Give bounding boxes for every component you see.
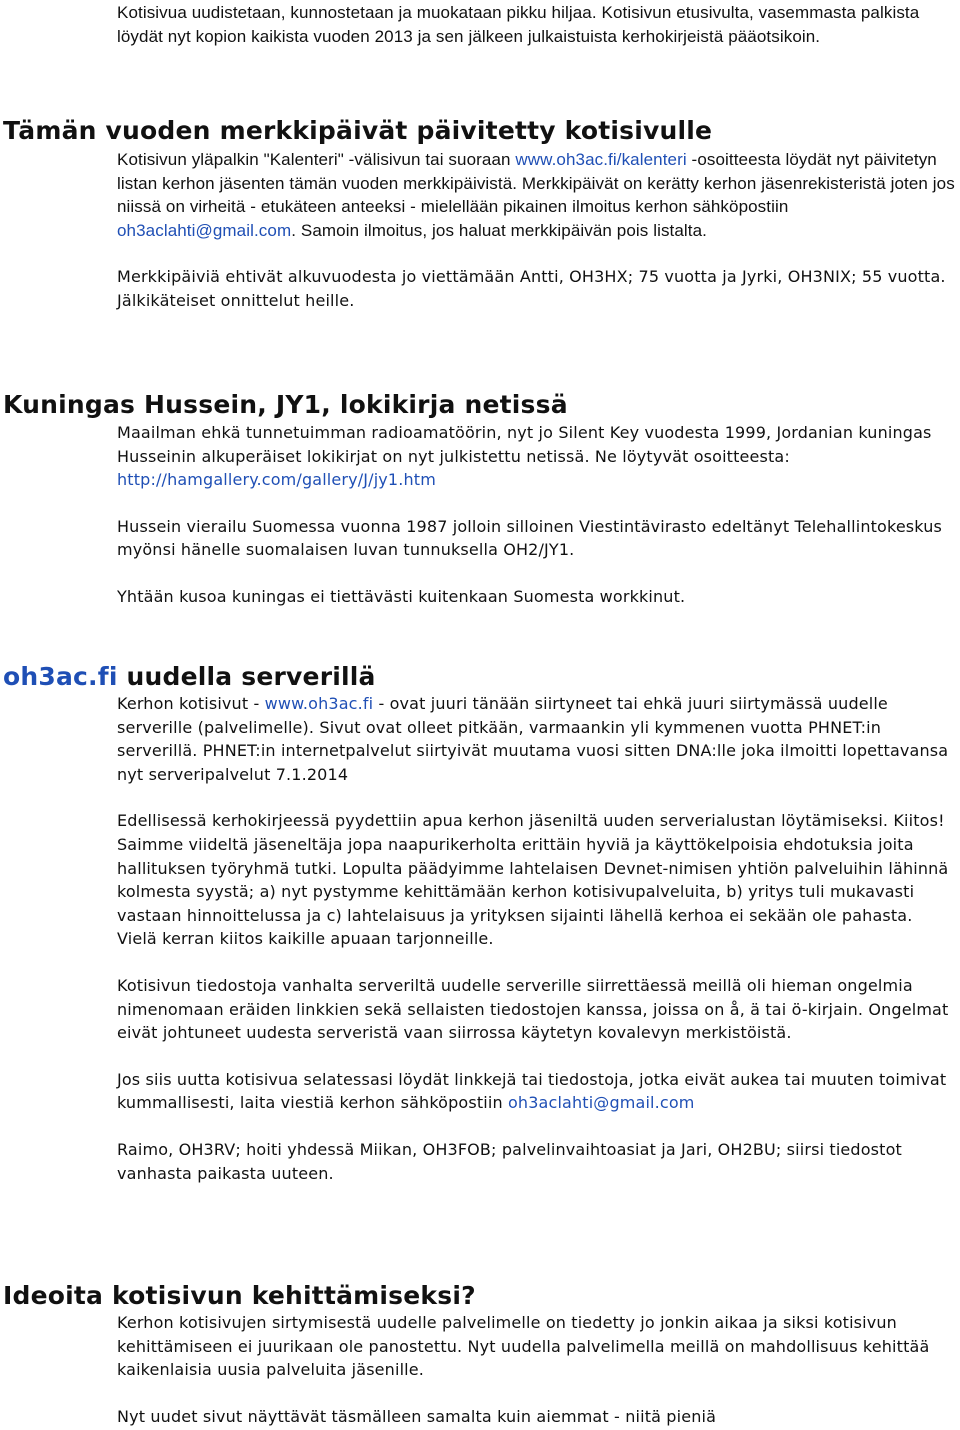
server-title-link[interactable]: oh3ac.fi — [3, 662, 118, 691]
dates-paragraph-1 — [117, 148, 957, 242]
spacer — [117, 1115, 957, 1138]
hussein-paragraph-2: Hussein vierailu Suomessa vuonna 1987 jolloin silloinen Viestintävirasto edeltänyt Telehallintokeskus myönsi hänelle suomalaisen luvan tunnuksella OH2/JY1. — [117, 516, 942, 560]
dates-text-a: Kotisivun yläpalkin "Kalenteri" -välisivun tai suoraan — [117, 150, 516, 169]
section-title-ideas: Ideoita kotisivun kehittämiseksi? — [3, 1281, 476, 1310]
server-text-b: - ovat juuri tänään siirtyneet tai ehkä juuri siirtymässä uudelle serverille (palvelimelle). Sivut ovat olleet pitkään, varmaankin yli kymmenen vuotta PHNET:in serverillä. PHNET:in internetpalvelut siirtyivät muutama vuosi sitten DNA:lle joka ilmoitti lopettavansa nyt serveripalvelut 7.1.2014 — [117, 694, 949, 784]
hussein-paragraph-1 — [117, 421, 957, 492]
server-paragraph-5: Raimo, OH3RV; hoiti yhdessä Miikan, OH3FOB; palvelinvaihtoasiat ja Jari, OH2BU; siirsi tiedostot vanhasta paikasta uuteen. — [117, 1139, 902, 1183]
spacer — [117, 242, 957, 265]
server-paragraph-4 — [117, 1068, 957, 1115]
section-dates-body — [117, 148, 957, 313]
section-title-server — [3, 662, 376, 692]
spacer — [117, 562, 957, 585]
dates-paragraph-2: Merkkipäiviä ehtivät alkuvuodesta jo viettämään Antti, OH3HX; 75 vuotta ja Jyrki, OH3NIX; 55 vuotta. Jälkikäteiset onnittelut heille. — [117, 267, 946, 310]
spacer — [117, 1045, 957, 1068]
server-text-a: Kerhon kotisivut - — [117, 694, 265, 713]
spacer — [117, 492, 957, 515]
server-text-4a: Jos siis uutta kotisivua selatessasi löydät linkkejä tai tiedostoja, jotka eivät aukea tai muuten toimivat kummallisesti, laita viestiä kerhon sähköpostiin — [117, 1069, 947, 1113]
intro-paragraph: Kotisivua uudistetaan, kunnostetaan ja muokataan pikku hiljaa. Kotisivun etusivulta, vasemmasta palkista löydät nyt kopion kaikista vuoden 2013 ja sen jälkeen julkaistuista kerhokirjeistä pääotsikoin. — [117, 3, 920, 46]
server-paragraph-1 — [117, 692, 957, 786]
section-title-hussein: Kuningas Hussein, JY1, lokikirja netissä — [3, 390, 568, 419]
spacer — [117, 786, 957, 809]
spacer — [117, 951, 957, 974]
kalenteri-link[interactable]: www.oh3ac.fi/kalenteri — [515, 150, 687, 169]
section-title-dates: Tämän vuoden merkkipäivät päivitetty kotisivulle — [3, 116, 713, 145]
section-hussein-body — [117, 421, 957, 609]
dates-text-b: -osoitteesta löydät nyt päivitetyn listan kerhon jäsenten tämän vuoden merkkipäivistä. Merkkipäivät on kerätty kerhon jäsenrekisteristä joten jos niissä on virheitä - etukäteen anteeksi - mielellään pikainen ilmoitus kerhon sähköpostiin — [117, 150, 955, 217]
hamgallery-link[interactable]: http://hamgallery.com/gallery/J/jy1.htm — [117, 470, 436, 490]
club-email-link-2[interactable]: oh3aclahti@gmail.com — [507, 1093, 695, 1113]
oh3ac-site-link[interactable]: www.oh3ac.fi — [264, 694, 374, 713]
ideas-paragraph-1: Kerhon kotisivujen sirtymisestä uudelle palvelimelle on tiedetty jo jonkin aikaa ja siksi kotisivun kehittämiseen ei juurikaan ole panostettu. Nyt uudella palvelimella meillä on mahdollisuus kehittää kaikenlaisia uusia palveluita jäsenille. — [117, 1313, 930, 1380]
hussein-text-a: Maailman ehkä tunnetuimman radioamatöörin, nyt jo Silent Key vuodesta 1999, Jordanian kuningas Husseinin alkuperäiset lokikirjat on nyt julkistettu netissä. Ne löytyvät osoitteesta: — [117, 423, 932, 466]
server-paragraph-2: Edellisessä kerhokirjeessä pyydettiin apua kerhon jäseniltä uuden serverialustan löytämiseksi. Kiitos! Saimme viideltä jäseneltäja jopa naapurikerholta erittäin hyviä ja käyttökelpoisia ehdotuksia joita hallituksen työryhmä tutki. Lopulta päädyimme lahtelaisen Devnet-nimisen yhtiön palveluihin lähinnä kolmesta syystä; a) nyt pystymme kehittämään kerhon kotisivupalveluita, b) yritys tuli mukavasti vastaan hinnoittelussa ja c) lahtelaisuus ja yrityksen sijainti lähellä kerhoa ei sekään ole pahasta. Vielä kerran kiitos kaikille apuaan tarjonneille. — [117, 811, 949, 949]
club-email-link[interactable]: oh3aclahti@gmail.com — [117, 220, 292, 240]
dates-text-c: . Samoin ilmoitus, jos haluat merkkipäivän pois listalta. — [291, 220, 708, 240]
server-paragraph-3: Kotisivun tiedostoja vanhalta serveriltä uudelle serverille siirrettäessä meillä oli hieman ongelmia nimenomaan eräiden linkkien sekä sellaisten tiedostojen kanssa, joissa on å, ä tai ö-kirjain. Ongelmat eivät johtuneet uudesta serveristä vaan siirrossa käytetyn kovalevyn merkistöistä. — [117, 975, 949, 1043]
spacer — [117, 1382, 957, 1405]
section-server-body — [117, 692, 957, 1185]
hussein-paragraph-3: Yhtään kusoa kuningas ei tiettävästi kuitenkaan Suomesta workkinut. — [117, 586, 686, 606]
intro-block — [117, 1, 957, 48]
section-ideas-body — [117, 1311, 957, 1428]
server-title-rest: uudella serverillä — [117, 662, 376, 691]
ideas-paragraph-2: Nyt uudet sivut näyttävät täsmälleen samalta kuin aiemmat - niitä pieniä — [117, 1406, 717, 1426]
